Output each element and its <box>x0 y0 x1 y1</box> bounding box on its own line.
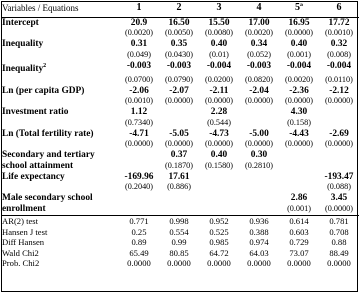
spacer-cell <box>1 118 119 129</box>
statistic-value: 0.936 <box>239 216 279 227</box>
coefficient-cell: -193.47 <box>324 171 354 182</box>
statistic-row <box>1 237 359 248</box>
statistic-name: Prob. Chi2 <box>2 258 40 269</box>
coefficient-cell: 20.9 <box>130 17 148 28</box>
coefficient-cell: 0.40 <box>210 150 228 161</box>
standard-error-cell: (0.0200) <box>205 74 233 84</box>
statistic-value: 0.0000 <box>247 258 271 269</box>
standard-error-cell: (0.001) <box>287 49 311 59</box>
standard-error-cell <box>159 118 199 129</box>
statistic-value: 0.0000 <box>207 258 231 269</box>
statistic-value: 0.388 <box>249 226 269 237</box>
standard-error-row <box>1 96 359 107</box>
standard-error-cell: (0.0000) <box>285 28 313 38</box>
variable-name <box>1 107 119 118</box>
coefficient-row <box>1 17 359 28</box>
coefficient-cell: 0.32 <box>330 39 348 50</box>
standard-error-cell: (0.7340) <box>125 117 153 127</box>
variable-label: Ln (Total fertility rate) <box>2 128 94 139</box>
column-header: 2 <box>159 1 199 17</box>
spacer-cell <box>1 96 119 107</box>
coefficient-cell: -2.11 <box>209 85 229 96</box>
coefficient-row <box>1 172 359 183</box>
statistic-name: Diff Hansen <box>2 237 45 248</box>
standard-error-cell: (0.0000) <box>285 96 313 106</box>
standard-error-cell: (0.049) <box>127 49 151 59</box>
variable-label: Investment ratio <box>2 107 69 118</box>
standard-error-cell: (0.158) <box>287 117 311 127</box>
coefficient-cell: -0.003 <box>126 60 152 71</box>
coefficient-row <box>1 61 359 75</box>
standard-error-row <box>1 182 359 193</box>
standard-error-cell: (0.008) <box>327 49 351 59</box>
coefficient-cell <box>279 150 319 161</box>
standard-error-cell: (0.088) <box>327 182 351 192</box>
standard-error-cell: (0.0110) <box>325 74 353 84</box>
standard-error-row <box>1 75 359 86</box>
coefficient-cell: -169.96 <box>124 171 154 182</box>
coefficient-cell: -2.69 <box>329 128 349 139</box>
statistic-value: 0.998 <box>159 216 199 227</box>
standard-error-cell: (0.0000) <box>205 96 233 106</box>
variable-label: Secondary and tertiary school attainment <box>2 150 95 171</box>
statistic-value: 0.781 <box>319 216 359 227</box>
coefficient-cell: -0.003 <box>246 60 272 71</box>
coefficient-cell <box>159 193 199 204</box>
coefficient-cell: 4.30 <box>290 107 308 118</box>
coefficient-row <box>1 193 359 204</box>
variable-name <box>1 129 119 140</box>
coefficient-cell: -0.004 <box>286 60 312 71</box>
superscript: 2 <box>43 62 47 69</box>
coefficient-cell <box>119 150 159 161</box>
statistic-value: 0.771 <box>119 216 159 227</box>
standard-error-cell: (0.0000) <box>245 139 273 149</box>
coefficient-cell: 17.61 <box>168 171 190 182</box>
coefficient-cell <box>239 193 279 204</box>
standard-error-cell: (0.0000) <box>165 96 193 106</box>
coefficient-row <box>1 107 359 118</box>
variable-name <box>1 39 119 50</box>
statistic-value: 0.729 <box>289 237 309 248</box>
coefficient-cell: 16.50 <box>168 17 190 28</box>
coefficient-cell: 0.40 <box>290 39 308 50</box>
statistic-name: Wald Chi2 <box>2 247 39 258</box>
statistic-value: 0.25 <box>131 226 147 237</box>
column-header: 6 <box>319 1 359 17</box>
standard-error-cell: (0.2810) <box>245 160 273 170</box>
standard-error-cell: (0.0430) <box>165 49 193 59</box>
variable-name <box>1 61 119 75</box>
statistic-value: 0.0000 <box>327 258 351 269</box>
coefficient-cell: 15.50 <box>208 17 230 28</box>
coefficient-row <box>1 86 359 97</box>
standard-error-cell: (0.1870) <box>165 160 193 170</box>
statistic-row <box>1 258 359 269</box>
statistic-row <box>1 216 359 227</box>
standard-error-row <box>1 50 359 61</box>
coefficient-cell: 0.30 <box>250 150 268 161</box>
standard-error-cell <box>119 161 159 172</box>
coefficient-cell: 0.40 <box>210 39 228 50</box>
statistic-value: 0.708 <box>329 226 349 237</box>
spacer-cell <box>1 50 119 61</box>
coefficient-cell: -5.05 <box>169 128 189 139</box>
statistic-row <box>1 248 359 259</box>
standard-error-cell <box>279 161 319 172</box>
coefficient-cell: 16.95 <box>288 17 310 28</box>
statistic-value: 0.89 <box>131 237 147 248</box>
statistic-value: 0.603 <box>289 226 309 237</box>
coefficient-cell: -2.04 <box>249 85 269 96</box>
variable-name <box>1 86 119 97</box>
statistic-name: AR(2) test <box>1 216 119 227</box>
coefficient-cell: 0.31 <box>130 39 148 50</box>
coefficient-cell <box>159 107 199 118</box>
standard-error-cell: (0.886) <box>167 182 191 192</box>
statistic-value: 0.99 <box>171 237 187 248</box>
standard-error-cell <box>319 118 359 129</box>
standard-error-cell: (0.0000) <box>325 204 353 214</box>
variable-label: Intercept <box>2 17 39 28</box>
coefficient-cell <box>319 150 359 161</box>
statistics-body <box>1 216 359 269</box>
variable-label: Inequality <box>2 39 44 50</box>
regression-table <box>1 1 359 269</box>
variable-name <box>1 193 119 215</box>
spacer-cell <box>1 75 119 86</box>
coefficient-cell: -4.43 <box>289 128 309 139</box>
standard-error-row <box>1 28 359 39</box>
coefficient-cell: -0.004 <box>206 60 232 71</box>
statistic-value: 65.49 <box>129 247 149 258</box>
coefficient-cell: 0.34 <box>250 39 268 50</box>
standard-error-cell: (0.001) <box>287 204 311 214</box>
statistic-value: 88.49 <box>329 247 349 258</box>
coefficient-cell <box>199 172 239 183</box>
coefficient-row <box>1 39 359 50</box>
column-header: 4 <box>239 1 279 17</box>
standard-error-cell: (0.0020) <box>285 74 313 84</box>
coefficient-cell <box>319 107 359 118</box>
standard-error-cell: (0.0000) <box>325 96 353 106</box>
standard-error-cell <box>279 182 319 193</box>
statistic-value: 80.85 <box>169 247 189 258</box>
variable-label: Life expectancy <box>2 171 65 182</box>
coefficient-cell: 0.35 <box>170 39 188 50</box>
coefficient-cell: -0.003 <box>166 60 192 71</box>
statistic-value: 0.985 <box>209 237 229 248</box>
standard-error-cell: (0.01) <box>209 49 229 59</box>
standard-error-cell: (0.0000) <box>205 139 233 149</box>
standard-error-cell: (0.0820) <box>245 74 273 84</box>
statistic-value: 0.554 <box>169 226 189 237</box>
statistic-value: 0.614 <box>279 216 319 227</box>
statistic-value: 64.72 <box>209 247 229 258</box>
column-header: 5ª <box>279 1 319 17</box>
statistic-value: 0.525 <box>209 226 229 237</box>
standard-error-cell: (0.544) <box>207 117 231 127</box>
coefficient-row <box>1 129 359 140</box>
coefficient-cell: 17.00 <box>248 17 270 28</box>
table-header-row <box>1 1 359 17</box>
coefficient-cell: 2.86 <box>290 193 308 204</box>
standard-error-cell: (0.0010) <box>125 96 153 106</box>
standard-error-cell: (0.0000) <box>325 139 353 149</box>
standard-error-cell: (0.1580) <box>205 160 233 170</box>
statistic-value: 0.88 <box>331 237 347 248</box>
standard-error-cell: (0.0000) <box>245 96 273 106</box>
spacer-cell <box>1 139 119 150</box>
coefficient-row <box>1 150 359 161</box>
standard-error-cell: (0.0790) <box>165 74 193 84</box>
standard-error-cell: (0.0050) <box>165 28 193 38</box>
standard-error-cell: (0.0080) <box>205 28 233 38</box>
coefficient-cell: -2.36 <box>289 85 309 96</box>
standard-error-cell: (0.2040) <box>125 182 153 192</box>
standard-error-cell <box>159 204 199 216</box>
coefficient-cell: -0.004 <box>326 60 352 71</box>
coefficient-cell <box>239 172 279 183</box>
statistic-value: 64.03 <box>249 247 269 258</box>
statistic-row <box>1 227 359 238</box>
coefficient-cell: 1.12 <box>130 107 148 118</box>
variable-label: Inequality <box>2 63 44 74</box>
spacer-cell <box>1 28 119 39</box>
coefficient-cell: -2.06 <box>129 85 149 96</box>
standard-error-cell: (0.0000) <box>125 139 153 149</box>
standard-error-cell: (0.052) <box>247 49 271 59</box>
standard-error-cell <box>119 204 159 216</box>
standard-error-cell: (0.0000) <box>165 139 193 149</box>
standard-error-cell: (0.0010) <box>325 28 353 38</box>
coefficient-cell: 2.28 <box>210 107 228 118</box>
standard-error-row <box>1 139 359 150</box>
variable-name <box>1 172 119 183</box>
coefficient-cell: -5.00 <box>249 128 269 139</box>
variable-name <box>1 17 119 28</box>
spacer-cell <box>1 182 119 193</box>
standard-error-cell: (0.0020) <box>125 28 153 38</box>
column-header: 1 <box>119 1 159 17</box>
statistic-value: 0.0000 <box>287 258 311 269</box>
coefficient-cell: 3.45 <box>330 193 348 204</box>
standard-error-cell: (0.0000) <box>285 139 313 149</box>
standard-error-cell <box>239 204 279 216</box>
standard-error-cell: (0.0020) <box>245 28 273 38</box>
coefficient-cell <box>119 193 159 204</box>
statistic-value: 0.952 <box>199 216 239 227</box>
variable-name <box>1 150 119 172</box>
statistic-value: 0.0000 <box>127 258 151 269</box>
variable-label: Ln (per capita GDP) <box>2 85 85 96</box>
column-header: 3 <box>199 1 239 17</box>
header-label: Variables / Equations <box>1 1 119 17</box>
coefficient-body <box>1 17 359 215</box>
variable-label: Male secondary school enrollment <box>2 193 93 215</box>
standard-error-cell: (0.0700) <box>125 74 153 84</box>
statistic-value: 73.07 <box>289 247 309 258</box>
statistic-value: 0.974 <box>249 237 269 248</box>
coefficient-cell: -4.73 <box>209 128 229 139</box>
coefficient-cell: -2.07 <box>169 85 189 96</box>
coefficient-cell <box>239 107 279 118</box>
standard-error-cell <box>199 204 239 216</box>
standard-error-cell <box>239 182 279 193</box>
standard-error-cell <box>319 161 359 172</box>
coefficient-cell <box>279 172 319 183</box>
coefficient-cell <box>199 193 239 204</box>
coefficient-cell: 0.37 <box>170 150 188 161</box>
coefficient-cell: -2.12 <box>329 85 349 96</box>
standard-error-cell <box>199 182 239 193</box>
statistic-name: Hansen J test <box>2 226 48 237</box>
statistic-value: 0.0000 <box>167 258 191 269</box>
coefficient-cell: 17.72 <box>328 17 350 28</box>
standard-error-cell <box>239 118 279 129</box>
standard-error-row <box>1 118 359 129</box>
coefficient-cell: -4.71 <box>129 128 149 139</box>
